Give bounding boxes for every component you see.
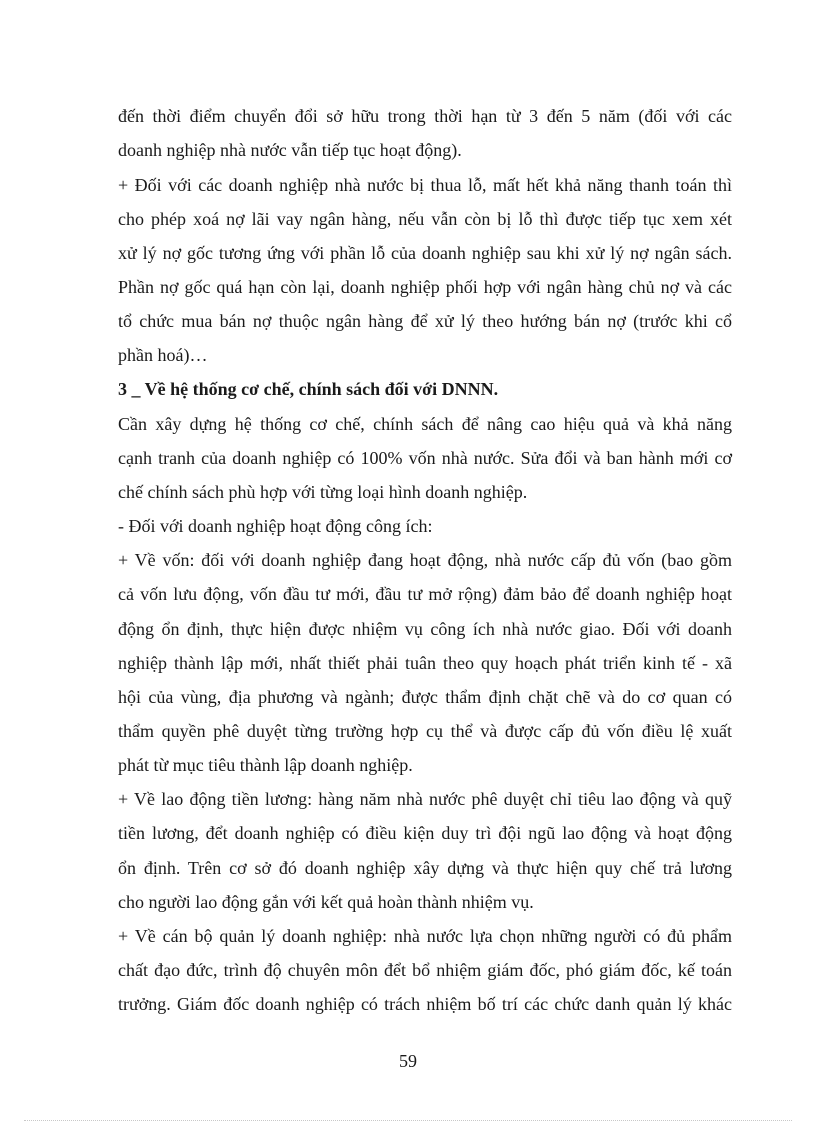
text-line: Phần nợ gốc quá hạn còn lại, doanh nghiệp phối hợp với ngân hàng chủ nợ và các bbox=[118, 277, 732, 297]
text-line: xử lý nợ gốc tương ứng với phần lỗ của doanh nghiệp sau khi xử lý nợ ngân sách. bbox=[118, 243, 732, 263]
text-line: chế chính sách phù hợp với từng loại hình doanh nghiệp. bbox=[118, 482, 528, 502]
text-line: cho phép xoá nợ lãi vay ngân hàng, nếu vẫn còn bị lỗ thì được tiếp tục xem xét bbox=[118, 209, 732, 229]
text-line: động ổn định, thực hiện được nhiệm vụ công ích nhà nước giao. Đối với doanh bbox=[118, 619, 732, 639]
section-heading: 3 _ Về hệ thống cơ chế, chính sách đối với DNNN. bbox=[118, 379, 499, 399]
text-line: hội của vùng, địa phương và ngành; được thẩm định chặt chẽ và do cơ quan có bbox=[118, 687, 732, 707]
text-line: thẩm quyền phê duyệt từng trường hợp cụ thể và được cấp đủ vốn điều lệ xuất bbox=[118, 721, 732, 741]
text-line: đến thời điểm chuyển đổi sở hữu trong thời hạn từ 3 đến 5 năm (đối với các bbox=[118, 106, 732, 126]
footer-divider bbox=[24, 1120, 792, 1121]
text-line: Cần xây dựng hệ thống cơ chế, chính sách để nâng cao hiệu quả và khả năng bbox=[118, 414, 732, 434]
text-line: ổn định. Trên cơ sở đó doanh nghiệp xây dựng và thực hiện quy chế trả lương bbox=[118, 858, 732, 878]
text-line: nghiệp thành lập mới, nhất thiết phải tuân theo quy hoạch phát triển kinh tế - xã bbox=[118, 653, 732, 673]
text-line: cả vốn lưu động, vốn đầu tư mới, đầu tư mở rộng) đảm bảo để doanh nghiệp hoạt bbox=[118, 584, 732, 604]
text-line: phát từ mục tiêu thành lập doanh nghiệp. bbox=[118, 755, 413, 775]
text-line: + Đối với các doanh nghiệp nhà nước bị thua lỗ, mất hết khả năng thanh toán thì bbox=[118, 175, 732, 195]
page-number: 59 bbox=[399, 1051, 417, 1071]
text-line: trưởng. Giám đốc doanh nghiệp có trách nhiệm bố trí các chức danh quản lý khác bbox=[118, 994, 732, 1014]
text-line: doanh nghiệp nhà nước vẫn tiếp tục hoạt động). bbox=[118, 140, 462, 160]
text-line: + Về cán bộ quản lý doanh nghiệp: nhà nước lựa chọn những người có đủ phẩm bbox=[118, 926, 732, 946]
text-line: tổ chức mua bán nợ thuộc ngân hàng để xử lý theo hướng bán nợ (trước khi cổ bbox=[118, 311, 732, 331]
text-line: phần hoá)… bbox=[118, 345, 208, 365]
text-line: + Về lao động tiền lương: hàng năm nhà nước phê duyệt chỉ tiêu lao động và quỹ bbox=[118, 789, 732, 809]
text-line: tiền lương, đểt doanh nghiệp có điều kiện duy trì đội ngũ lao động và hoạt động bbox=[118, 823, 732, 843]
text-line: + Về vốn: đối với doanh nghiệp đang hoạt động, nhà nước cấp đủ vốn (bao gồm bbox=[118, 550, 732, 570]
text-line: cho người lao động gắn với kết quả hoàn thành nhiệm vụ. bbox=[118, 892, 534, 912]
text-line: - Đối với doanh nghiệp hoạt động công ích: bbox=[118, 516, 433, 536]
text-line: chất đạo đức, trình độ chuyên môn đểt bổ nhiệm giám đốc, phó giám đốc, kế toán bbox=[118, 960, 732, 980]
text-line: cạnh tranh của doanh nghiệp có 100% vốn nhà nước. Sửa đổi và ban hành mới cơ bbox=[118, 448, 732, 468]
